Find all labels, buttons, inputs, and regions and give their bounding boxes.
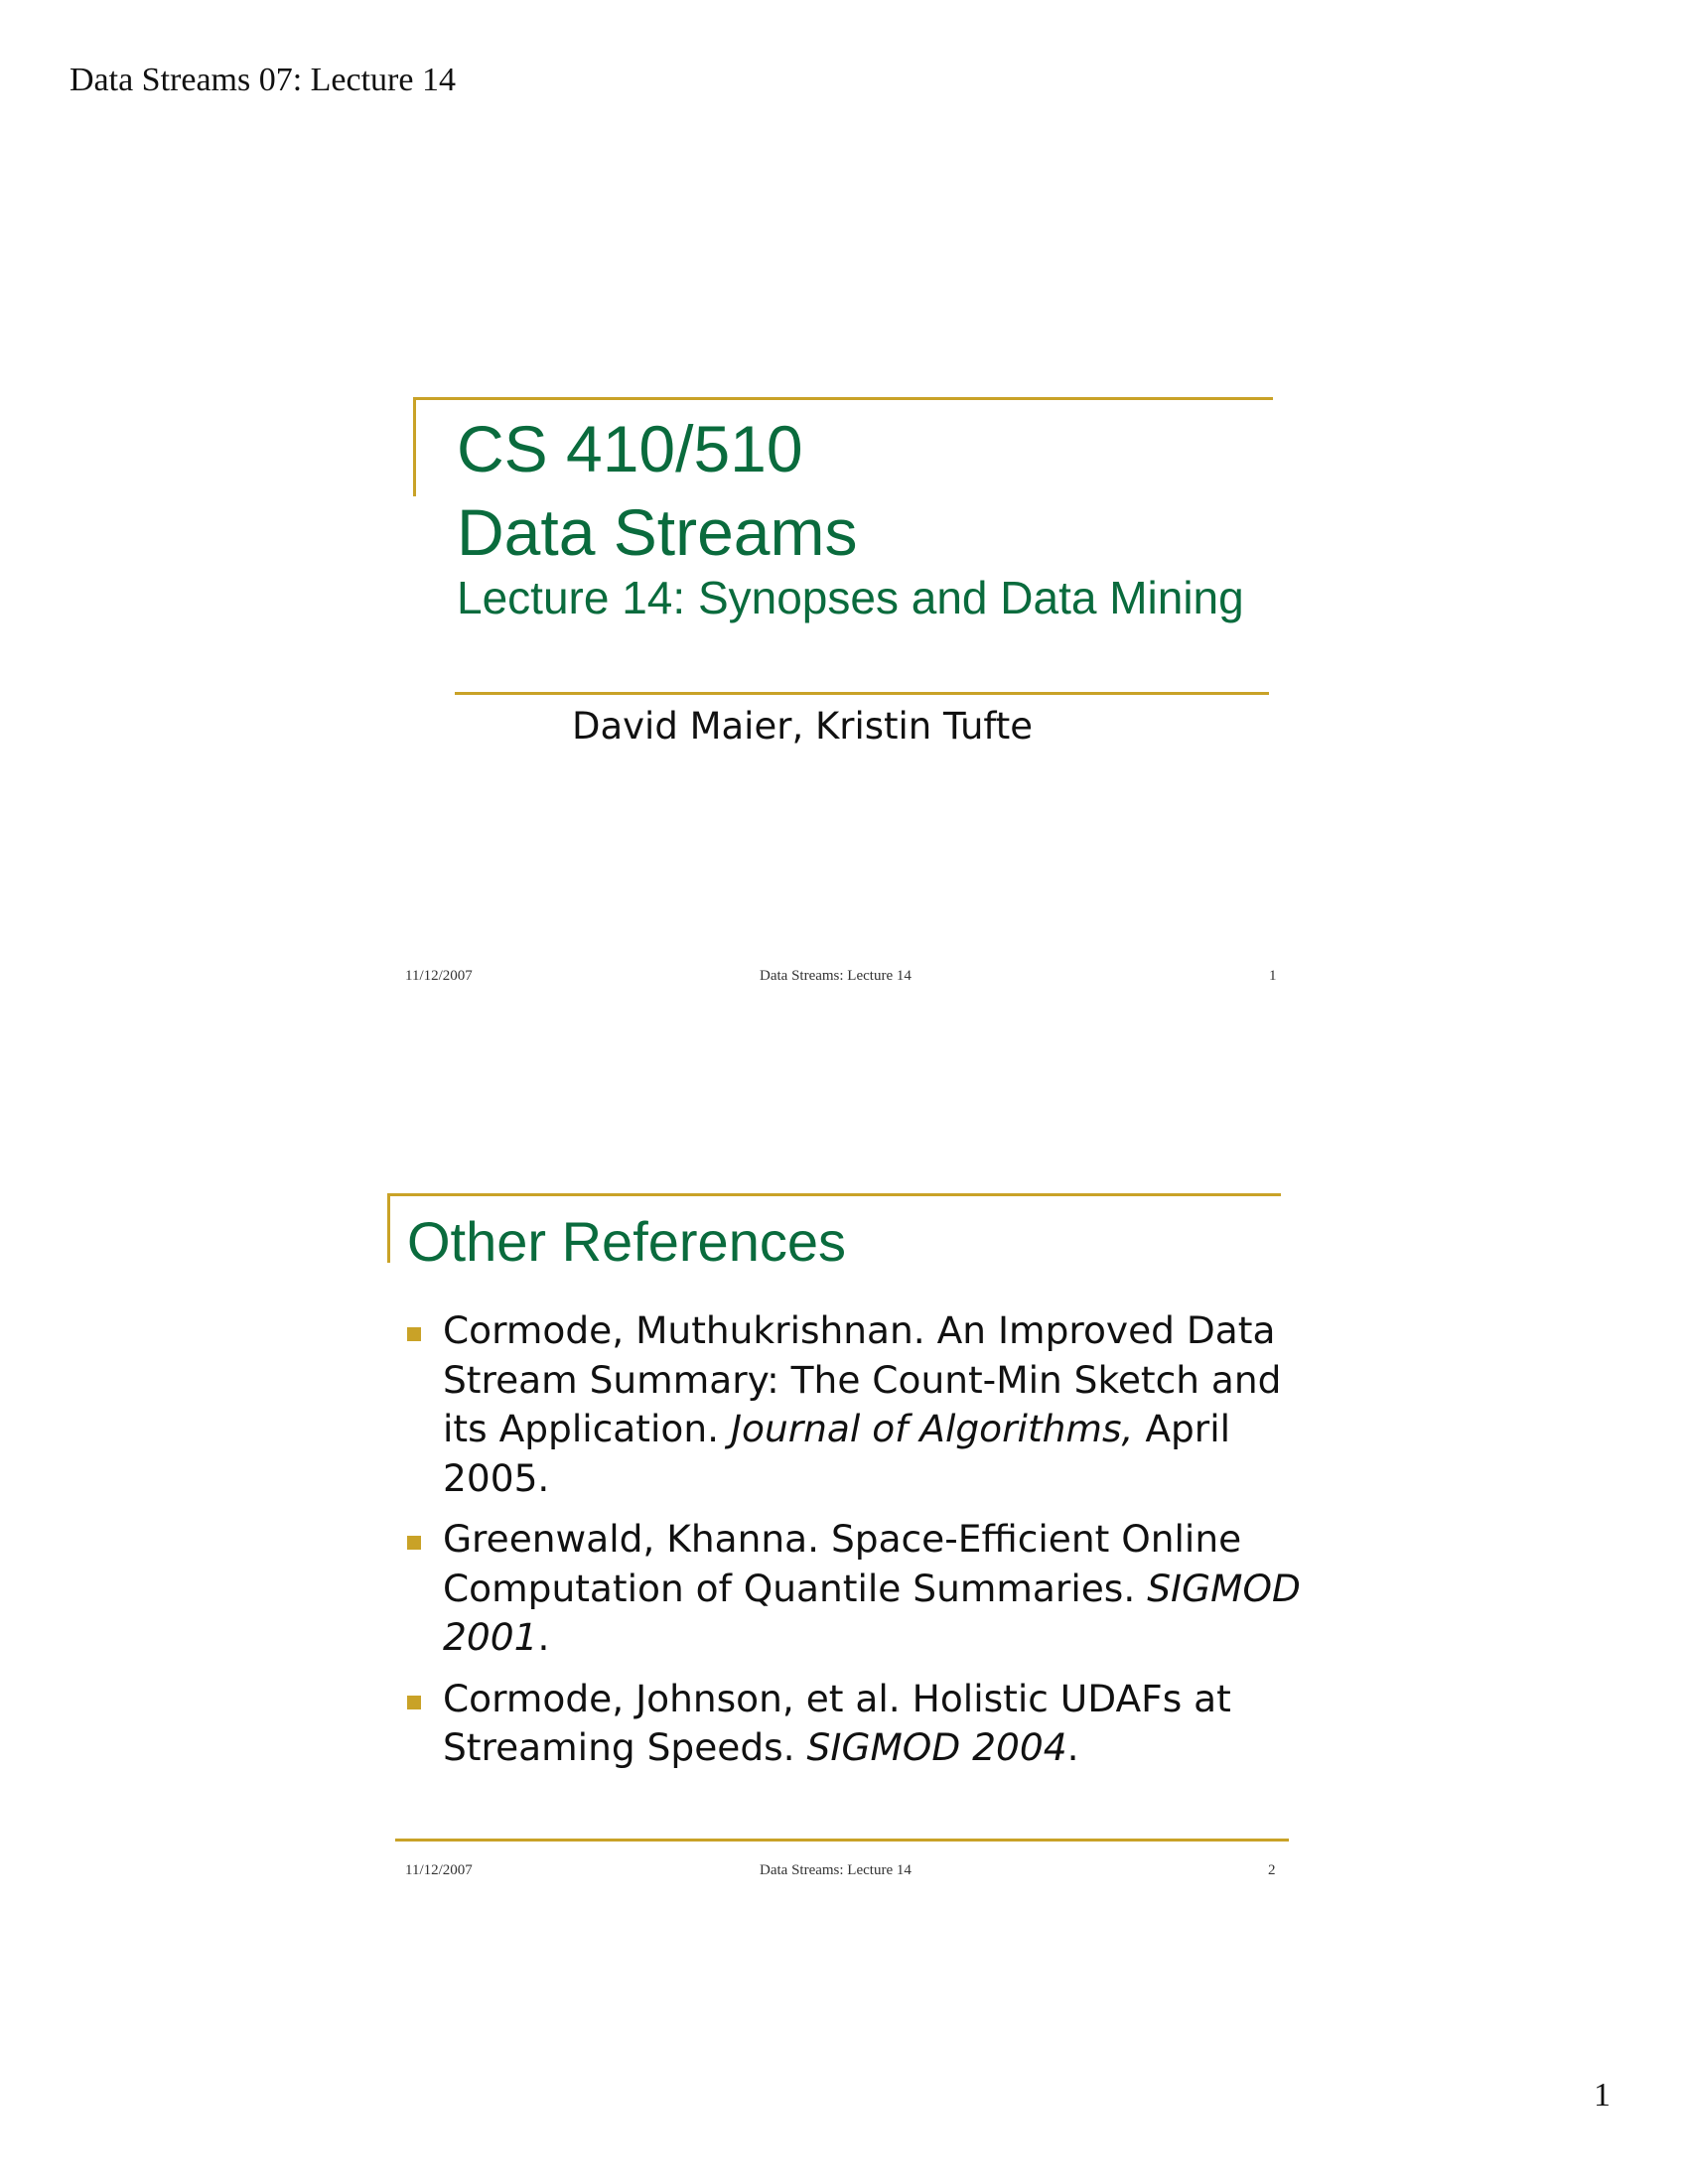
reference-item [407, 1675, 1301, 1773]
title-frame-bottom-rule [455, 692, 1269, 695]
reference-text: Cormode, Johnson, et al. Holistic UDAFs at Streaming Speeds. [443, 1676, 1231, 1769]
slide-1-title [457, 407, 1271, 559]
slide-2-frame-top-rule [387, 1193, 1281, 1196]
page-number: 1 [1594, 2077, 1611, 2114]
slide-2-frame-vertical-rule [387, 1193, 390, 1263]
slide-1-footer-title: Data Streams: Lecture 14 [760, 968, 912, 984]
slide-2-footer-number: 2 [1268, 1862, 1276, 1878]
reference-tail: April 2005. [443, 1407, 1231, 1500]
references-list [407, 1306, 1301, 1785]
slide-1-footer-number: 1 [1269, 968, 1277, 984]
reference-text: Cormode, Muthukrishnan. An Improved Data Stream Summary: The Count-Min Sketch and its Application. [443, 1308, 1282, 1450]
reference-item [407, 1306, 1301, 1503]
bullet-square-icon [407, 1327, 421, 1341]
authors: David Maier, Kristin Tufte [572, 705, 1034, 748]
reference-item [407, 1515, 1301, 1663]
reference-venue: SIGMOD 2004 [806, 1725, 1067, 1769]
reference-venue: SIGMOD 2001 [443, 1566, 1301, 1659]
lecture-subtitle: Lecture 14: Synopses and Data Mining [457, 572, 1244, 623]
bullet-square-icon [407, 1696, 421, 1709]
slide-2-footer-date: 11/12/2007 [405, 1862, 473, 1878]
slide-1-footer-date: 11/12/2007 [405, 968, 473, 984]
reference-venue: Journal of Algorithms, [730, 1407, 1134, 1450]
page-header: Data Streams 07: Lecture 14 [70, 62, 456, 98]
slide-2-title: Other References [407, 1210, 846, 1273]
slide-2-footer-title: Data Streams: Lecture 14 [760, 1862, 912, 1878]
title-frame-vertical-rule [413, 397, 416, 496]
bullet-square-icon [407, 1536, 421, 1550]
reference-text: Greenwald, Khanna. Space-Efficient Online Computation of Quantile Summaries. [443, 1517, 1242, 1610]
reference-tail: . [537, 1615, 550, 1659]
title-frame-top-rule [413, 397, 1273, 400]
reference-tail: . [1066, 1725, 1079, 1769]
course-title: CS 410/510 [457, 412, 803, 485]
course-name: Data Streams [457, 495, 858, 559]
slide-2-frame-bottom-rule [395, 1839, 1289, 1842]
